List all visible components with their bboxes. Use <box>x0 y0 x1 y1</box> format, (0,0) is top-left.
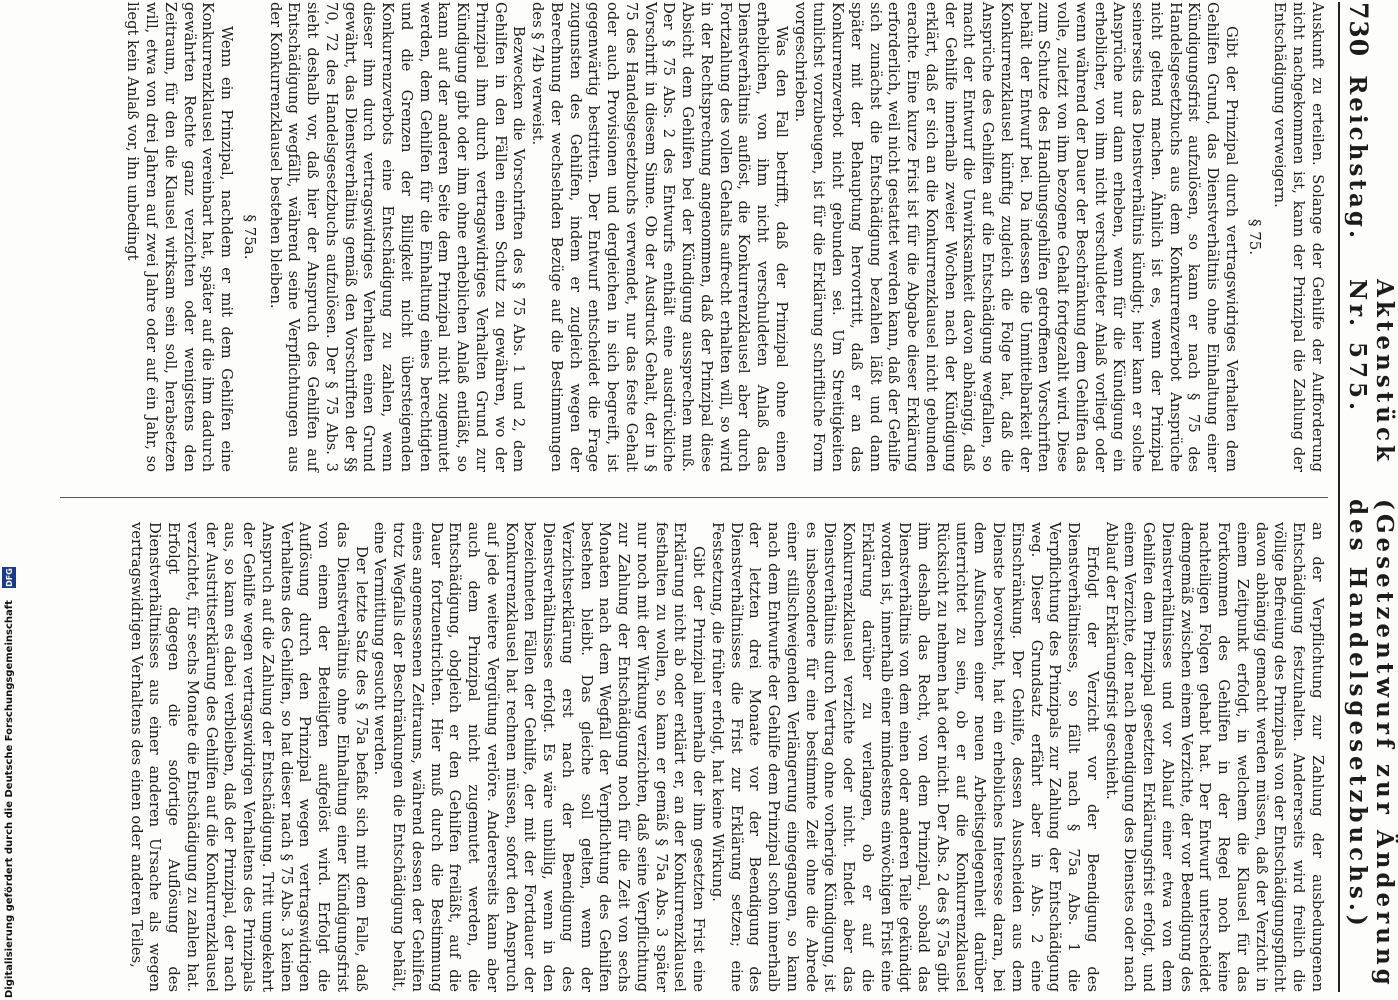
document-title: (Gesetzentwurf zur Änderung des Handelsgesetzbuchs.) <box>1344 498 1398 989</box>
paragraph: Gibt der Prinzipal durch vertragswidriges Verhalten dem Gehilfen Grund, das Dienstverhältnis ohne Einhaltung einer Kündigungsfrist aufzulösen, so kann er nach § 75 des Handelsgesetzbuchs aus dem Konkurrenzverbot Ansprüche nicht geltend machen. Ähnlich ist es, wenn der Prinzipal seinerseits das Dienstverhältnis kündigt; hier kann er solche Ansprüche nur dann erheben, wenn für die Kündigung ein erheblicher, von ihm nicht verschuldeter Anlaß vorliegt oder wenn während der Dauer der Beschränkung dem Gehilfen das volle, zuletzt von ihm bezogene Gehalt fortgezahlt wird. Diese zum Schutze des Handlungsgehilfen getroffenen Vorschriften behält der Entwurf bei. Da indessen die Unmittelbarkeit der Konkurrenzklausel künftig zugleich die Folge hat, daß die Ansprüche des Gehilfen auf die Entschädigung wegfallen, so macht der Entwurf die Unwirksamkeit davon abhängig, daß der Gehilfe innerhalb zweier Wochen nach der Kündigung erklärt, daß er sich an die Konkurrenzklausel nicht gebunden erachte. Eine kurze Frist ist für die Abgabe dieser Erklärung erforderlich, weil nicht gestattet werden kann, daß der Gehilfe sich zunächst die Entschädigung bezahlen läßt und dann später mit der Behauptung hervortritt, daß er an das Konkurrenzverbot nicht gebunden sei. Um Streitigkeiten tunlichst vorzubeugen, ist für die Erklärung schriftliche Form vorgeschrieben. <box>791 2 1240 472</box>
paragraph: Der letzte Satz des § 75a befaßt sich mit dem Falle, daß das Dienstverhältnis ohne Einhaltung einer Kündigungsfrist von einem der Beteiligten aufgelöst wird. Erfolgt die Auflösung durch den Prinzipal wegen vertragswidrigen Verhaltens des Gehilfen, so hat dieser nach § 75 Abs. 3 keinen Anspruch auf die Zahlung der Entschädigung. Tritt umgekehrt der Gehilfe wegen vertragswidrigen Verhaltens des Prinzipals aus, so kann es dabei verbleiben, daß der Prinzipal, der nach der Austrittserklärung des Gehilfen auf die Konkurrenzklausel verzichtet, für sechs Monate die Entschädigung zu zahlen hat. Erfolgt dagegen die sofortige Auflösung des Dienstverhältnisses aus einer anderen Ursache als wegen vertragswidrigen Verhaltens des einen oder anderen Teiles, <box>127 522 370 992</box>
right-text-column <box>60 522 1326 992</box>
paragraph: Erfolgt der Verzicht vor der Beendigung des Dienstverhältnisses, so fällt nach § 75a Abs. 1 die Verpflichtung des Prinzipals zur Zahlung der Entschädigung weg. Dieser Grundsatz erfährt aber in Abs. 2 eine Einschränkung. Der Gehilfe, dessen Ausscheiden aus dem Dienste bevorsteht, hat ein erhebliches Interesse daran, bei dem Aufsuchen einer neuen Arbeitsgelegenheit darüber unterrichtet zu sein, ob er auf die Konkurrenzklausel Rücksicht zu nehmen hat oder nicht. Der Abs. 2 des § 75a gibt ihm deshalb das Recht, von dem Prinzipal, sobald das Dienstverhältnis von dem einen oder anderen Teile gekündigt worden ist, innerhalb einer mindestens einwöchigen Frist eine Erklärung darüber zu verlangen, ob er auf die Konkurrenzklausel verzichte oder nicht. Endet aber das Dienstverhältnis durch Vertrag ohne vorherige Kündigung, ist es insbesondere für eine bestimmte Zeit ohne die Abrede einer stillschweigenden Verlängerung eingegangen, so kann nach dem Entwurfe der Gehilfe dem Prinzipal schon innerhalb der letzten drei Monate vor der Beendigung des Dienstverhältnisses die Frist zur Erklärung setzen; eine Festsetzung, die früher erfolgt, hat keine Wirkung. <box>709 522 1101 992</box>
column-divider <box>60 497 1328 498</box>
paragraph: an der Verpflichtung zur Zahlung der ausbedungenen Entschädigung festzuhalten. Andererseits wird freilich die völlige Befreiung des Prinzipals von der Entschädigungspflicht davon abhängig gemacht werden müssen, daß der Verzicht in einem Zeitpunkt erfolgt, in welchem die Klausel für das Fortkommen des Gehilfen in der Regel noch keine nachteiligen Folgen gehabt hat. Der Entwurf unterscheidet demgemäß zwischen einem Verzichte, der vor Beendigung des Dienstverhältnisses und vor Ablauf einer etwa von dem Gehilfen dem Prinzipal gesetzten Erklärungsfrist erfolgt, und einem Verzichte, der nach Beendigung des Dienstes oder nach Ablauf der Erklärungsfrist geschieht. <box>1102 522 1326 992</box>
paragraph: Was den Fall betrifft, daß der Prinzipal ohne einen erheblichen, von ihm nicht verschuldeten Anlaß das Dienstverhältnis auflöst, die Konkurrenzklausel aber durch Fortzahlung des vollen Gehalts aufrecht erhalten will, so wird in der Rechtsprechung angenommen, daß der Prinzipal diese Absicht dem Gehilfen bei der Kündigung aussprechen muß. Der § 75 Abs. 2 des Entwurfs enthält eine ausdrückliche Vorschrift in diesem Sinne. Ob der Ausdruck Gehalt, der in § 75 des Handelsgesetzbuchs verwendet, nur das feste Gehalt oder auch Provisionen und dergleichen in sich begreift, ist gegenwärtig bestritten. Der Entwurf entscheidet die Frage zugunsten des Gehilfen, indem er zugleich wegen der Berechnung der wechselnden Bezüge auf die Bestimmungen des § 74b verweist. <box>529 2 790 472</box>
page-header <box>1338 2 1398 992</box>
page-number: 730 <box>1344 2 1373 58</box>
paragraph: Wenn ein Prinzipal, nachdem er mit dem Gehilfen eine Konkurrenzklausel vereinbart hat, später auf die ihm dadurch gewährten Rechte ganz verzichten oder wenigstens den Zeitraum, für den die Klausel wirksam sein soll, herabsetzen will, etwa von drei Jahren auf zwei Jahre oder auf ein Jahr, so liegt kein Anlaß vor, ihn unbedingt <box>124 2 236 472</box>
left-text-column <box>60 2 1326 472</box>
document-reference: Aktenstück Nr. 575. <box>1344 278 1398 465</box>
paragraph: Bezwecken die Vorschriften des § 75 Abs. 1 und 2, dem Gehilfen in den Fällen einen Schutz zu gewähren, wo der Prinzipal ihm durch vertragswidriges Verhalten Grund zur Kündigung gibt oder ihm ohne erheblichen Anlaß entläßt, so kann auf der anderen Seite dem Prinzipal nicht zugemutet werden, dem Gehilfen für die Einhaltung eines berechtigten und die Grenzen der Billigkeit nicht übersteigenden Konkurrenzverbots eine Entschädigung zu zahlen, wenn dieser ihm durch vertragswidriges Verhalten einen Grund gewährt, das Dienstverhältnis gemäß den Vorschriften der §§ 70, 72 des Handelsgesetzbuchs aufzulösen. Der § 75 Abs. 3 sieht deshalb vor, daß hier der Anspruch des Gehilfen auf Entschädigung wegfällt, während seine Verpflichtungen aus der Konkurrenzklausel bestehen bleiben. <box>266 2 528 472</box>
section-heading: § 75a. <box>241 214 259 260</box>
digitization-credit <box>2 567 16 998</box>
rotated-document-page <box>58 2 1398 992</box>
paragraph: Gibt der Prinzipal innerhalb der ihm gesetzten Frist eine Erklärung nicht ab oder erklärt er, an der Konkurrenzklausel festhalten zu wollen, so kann er gemäß § 75a Abs. 3 später nur noch mit der Wirkung verzichten, daß seine Verpflichtung zur Zahlung der Entschädigung noch für die Zeit von sechs Monaten nach dem Wegfall der Verpflichtung des Gehilfen bestehen bleibt. Das gleiche soll gelten, wenn der Verzichtserklärung erst nach der Beendigung des Dienstverhältnisses erfolgt. Es wäre unbillig, wenn in den bezeichneten Fällen der Gehilfe, der mit der Fortdauer der Konkurrenzklausel hat rechnen müssen, sofort den Anspruch auf jede weitere Vergütung verlöre. Andererseits kann aber auch dem Prinzipal nicht zugemutet werden, die Entschädigung, obgleich er den Gehilfen freiläßt, auf die Dauer fortzuentrichten. Hier muß durch die Bestimmung eines angemessenen Zeitraums, während dessen der Gehilfen trotz Wegfalls der Beschränkungen die Entschädigung behält, eine Vermittlung gesucht werden. <box>371 522 708 992</box>
section-heading: § 75. <box>1245 218 1264 256</box>
credit-text: Digitalisierung gefördert durch die Deutsche Forschungsgemeinschaft <box>3 600 15 998</box>
publication-name: Reichstag. <box>1344 75 1371 241</box>
paragraph: Auskunft zu erteilen. Solange der Gehilfe der Aufforderung nicht nachgekommen ist, kann der Prinzipal die Zahlung der Entschädigung verweigern. <box>1271 2 1326 472</box>
dfg-logo: DFG <box>2 567 16 588</box>
